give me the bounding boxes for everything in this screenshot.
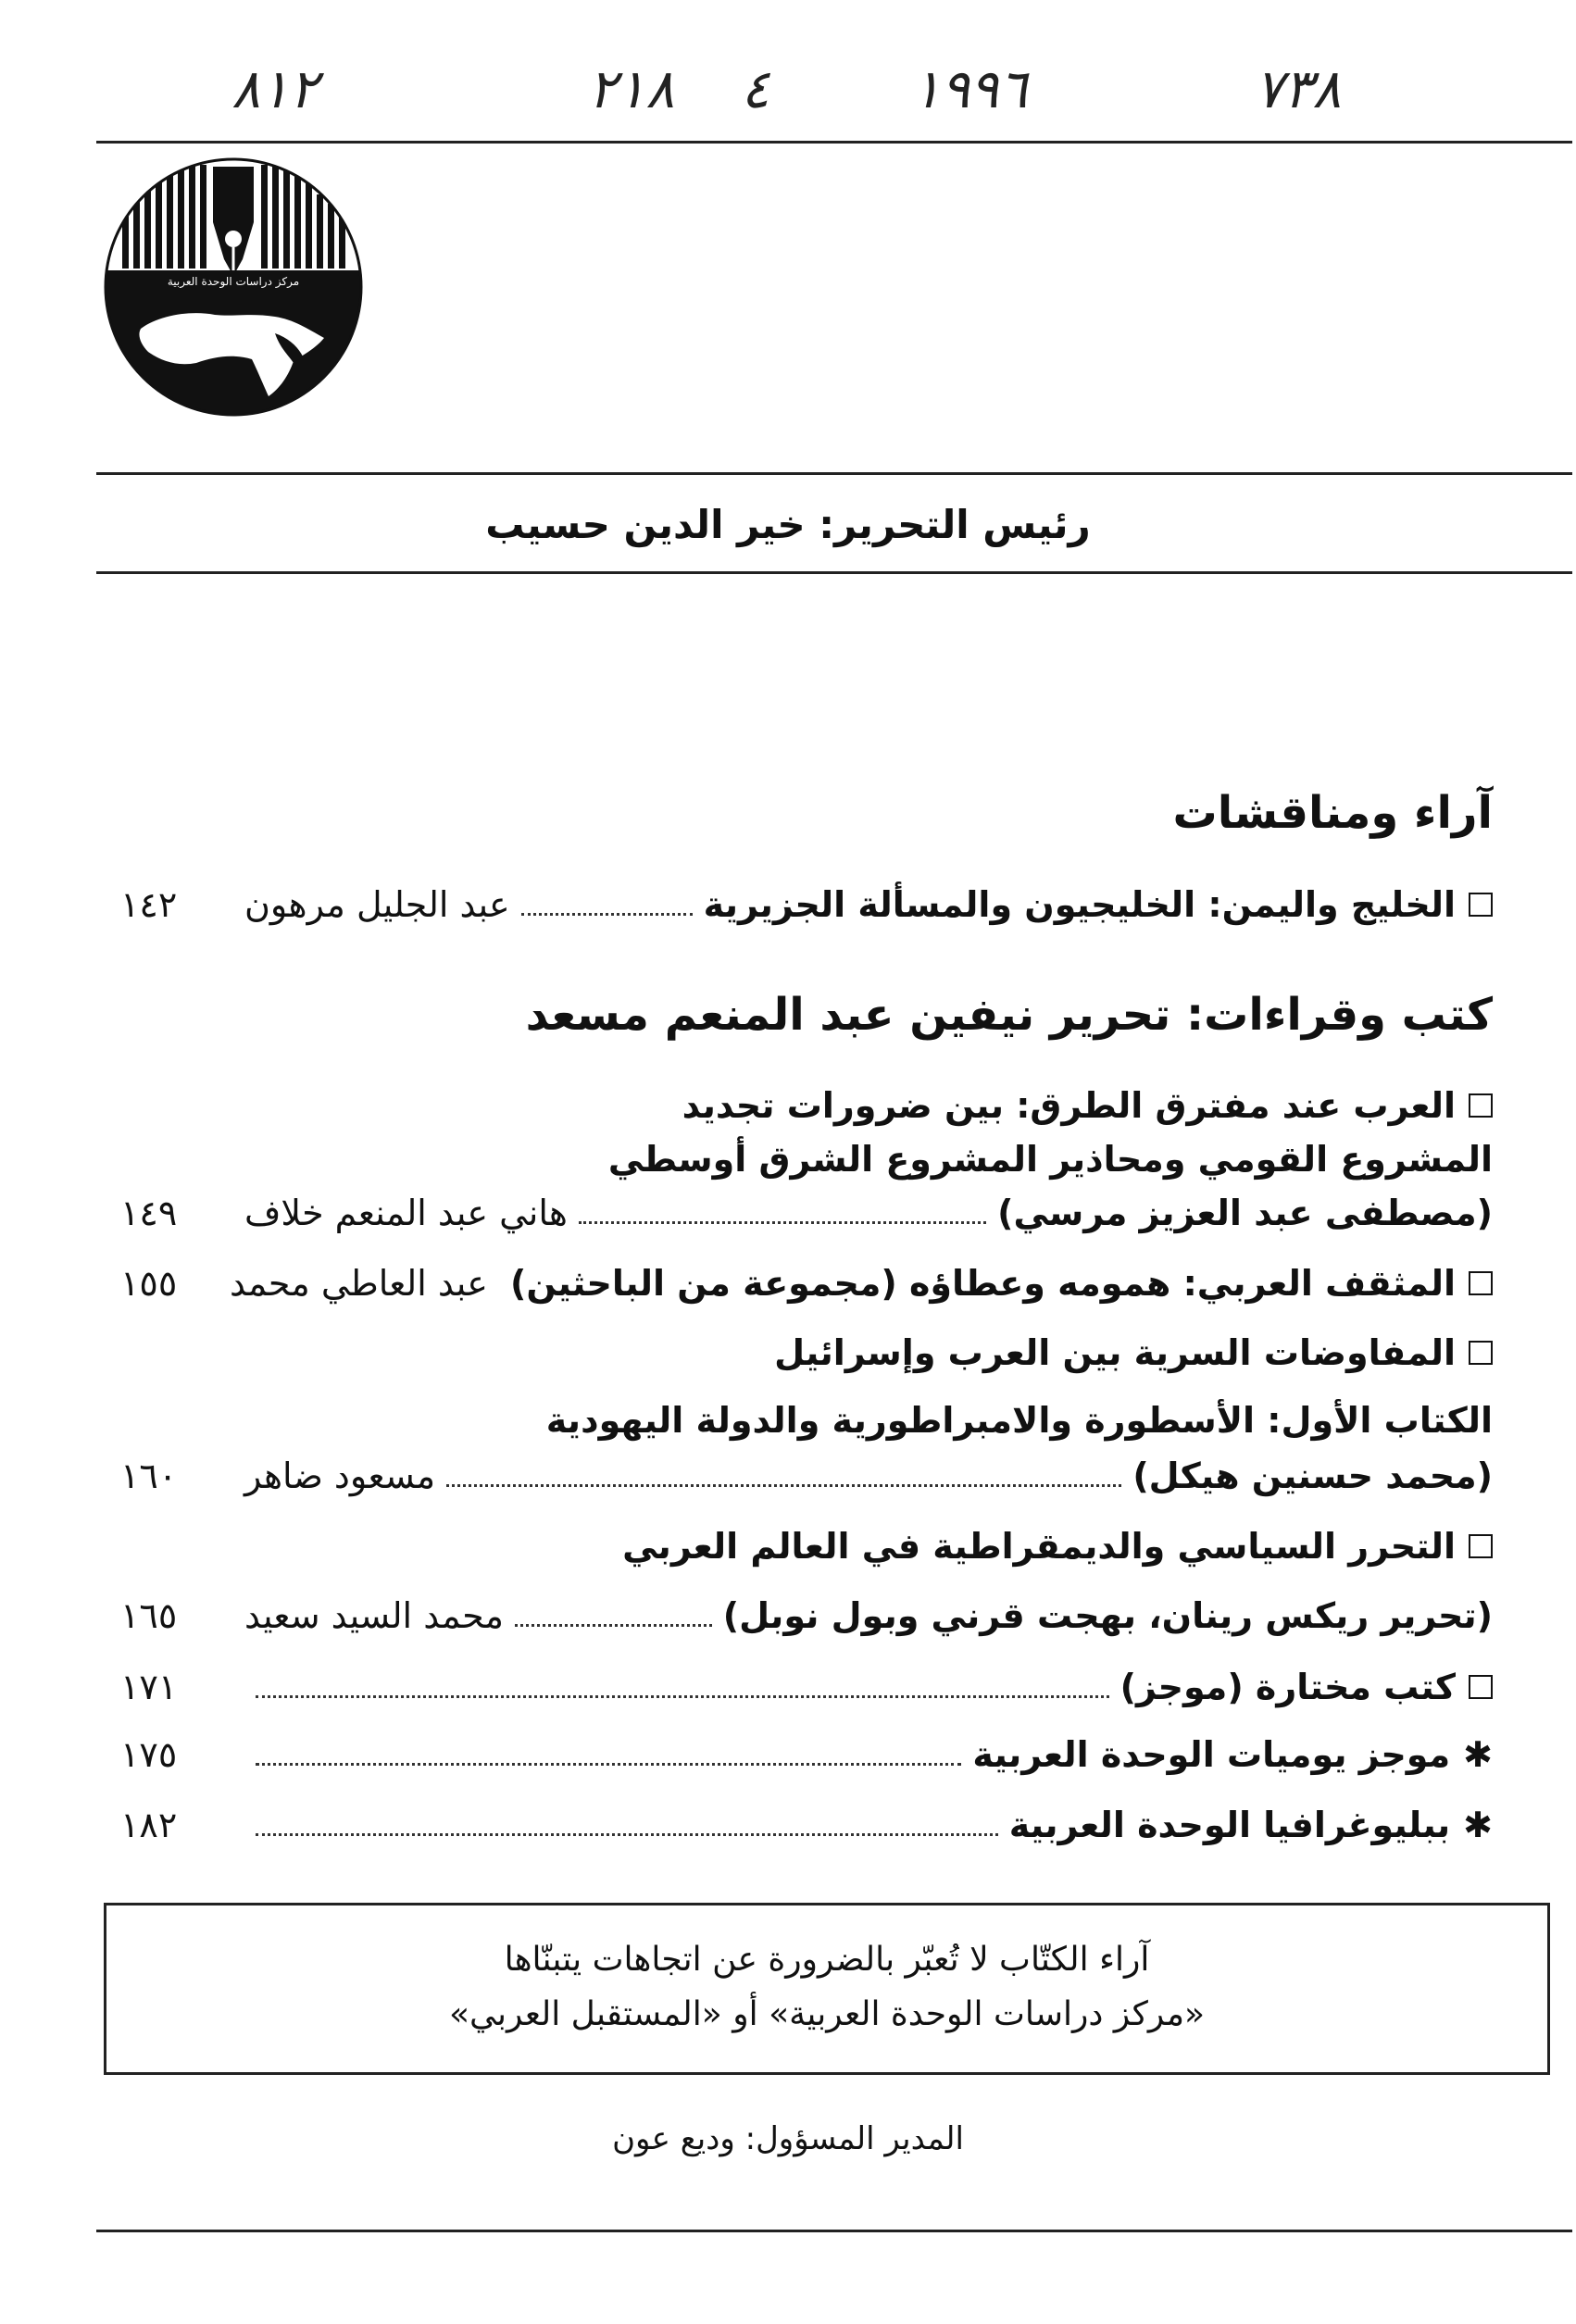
toc-entry-continuation: [120, 1393, 1493, 1447]
bottom-divider: [96, 2230, 1572, 2232]
toc-entry-continuation: [120, 1132, 1493, 1186]
checkbox-icon: [1469, 1093, 1493, 1118]
entry-page: ١٦٥: [120, 1595, 178, 1636]
handwritten-note: ٧٣٨: [1255, 57, 1342, 120]
toc-entry[interactable]: [120, 1519, 1493, 1573]
dot-leader: [515, 1624, 712, 1627]
entry-title: المثقف العربي: همومه وعطاؤه (مجموعة من الباحثين): [509, 1263, 1456, 1304]
entry-title: (محمد حسنين هيكل): [1132, 1456, 1493, 1496]
toc-entry[interactable]: [120, 1798, 1493, 1852]
entry-page: ١٤٩: [120, 1193, 178, 1233]
toc-entry-continuation: [120, 1449, 1493, 1503]
entry-title: (تحرير ريكس رينان، بهجت قرني وبول نوبل): [722, 1595, 1493, 1636]
toc-entry[interactable]: [120, 878, 1493, 931]
disclaimer-line: آراء الكتّاب لا تُعبّر بالضرورة عن اتجاهات يتبنّاها: [504, 1941, 1150, 1979]
managing-director: المدير المسؤول: وديع عون: [612, 2120, 964, 2157]
checkbox-icon: [1469, 1271, 1493, 1295]
toc-entry[interactable]: [120, 1256, 1493, 1310]
entry-title: ببليوغرافيا الوحدة العربية: [1008, 1805, 1451, 1845]
entry-author: عبد الجليل مرهون: [244, 884, 510, 925]
toc-entry[interactable]: [120, 1728, 1493, 1781]
editor-in-chief: رئيس التحرير: خير الدين حسيب: [485, 502, 1091, 547]
entry-page: ١٨٢: [120, 1805, 178, 1845]
toc-entry-continuation: [120, 1186, 1493, 1240]
toc-entry[interactable]: [120, 1660, 1493, 1714]
dot-leader: [579, 1221, 986, 1224]
entry-page: ١٧٥: [120, 1734, 178, 1775]
disclaimer-box: [104, 1903, 1550, 2075]
entry-title: كتب مختارة (موجز): [1119, 1667, 1456, 1707]
dot-leader: [521, 913, 693, 916]
section-title: كتب وقراءات: تحرير نيفين عبد المنعم مسعد: [525, 989, 1493, 1041]
handwritten-note: ٢١٨: [588, 57, 675, 120]
asterisk-icon: ✱: [1463, 1805, 1493, 1845]
entry-author: هاني عبد المنعم خلاف: [244, 1193, 568, 1233]
entry-title: المفاوضات السرية بين العرب وإسرائيل: [774, 1332, 1456, 1373]
entry-page: ١٧١: [120, 1667, 178, 1707]
entry-page: ١٦٠: [120, 1456, 178, 1496]
dot-leader: [256, 1833, 998, 1836]
entry-author: عبد العاطي محمد: [229, 1263, 488, 1304]
entry-title: موجز يوميات الوحدة العربية: [972, 1734, 1451, 1775]
entry-title: (مصطفى عبد العزيز مرسي): [997, 1193, 1493, 1233]
entry-title: المشروع القومي ومحاذير المشروع الشرق أوسطي: [607, 1139, 1493, 1180]
toc-entry[interactable]: [120, 1079, 1493, 1132]
header-top-divider: [96, 472, 1572, 475]
entry-title: الخليج واليمن: الخليجيون والمسألة الجزيرية: [703, 884, 1456, 925]
checkbox-icon: [1469, 893, 1493, 917]
entry-author: محمد السيد سعيد: [244, 1595, 504, 1636]
dot-leader: [256, 1763, 961, 1766]
entry-title: الكتاب الأول: الأسطورة والامبراطورية والدولة اليهودية: [545, 1400, 1493, 1441]
asterisk-icon: ✱: [1463, 1734, 1493, 1775]
toc-entry[interactable]: [120, 1326, 1493, 1380]
pen-nib-map-logo-icon: [104, 157, 363, 417]
entry-title: التحرر السياسي والديمقراطية في العالم العربي: [622, 1526, 1456, 1567]
toc-entry-continuation: [120, 1589, 1493, 1643]
handwritten-note: ١٩٩٦: [912, 57, 1028, 120]
checkbox-icon: [1469, 1341, 1493, 1365]
top-divider: [96, 141, 1572, 144]
handwritten-note: ٤: [741, 57, 770, 120]
entry-page: ١٤٢: [120, 884, 178, 925]
entry-page: ١٥٥: [120, 1263, 178, 1304]
dot-leader: [256, 1695, 1109, 1698]
checkbox-icon: [1469, 1534, 1493, 1558]
entry-author: مسعود ضاهر: [244, 1456, 436, 1496]
entry-title: العرب عند مفترق الطرق: بين ضرورات تجديد: [682, 1085, 1456, 1126]
disclaimer-line: «مركز دراسات الوحدة العربية» أو «المستقبل العربي»: [448, 1995, 1206, 2033]
section-title: آراء ومناقشات: [1172, 787, 1493, 839]
header-bottom-divider: [96, 571, 1572, 574]
handwritten-note: ٨١٢: [231, 57, 319, 120]
dot-leader: [446, 1484, 1121, 1487]
logo-text: مركز دراسات الوحدة العربية: [167, 275, 300, 288]
checkbox-icon: [1469, 1675, 1493, 1699]
